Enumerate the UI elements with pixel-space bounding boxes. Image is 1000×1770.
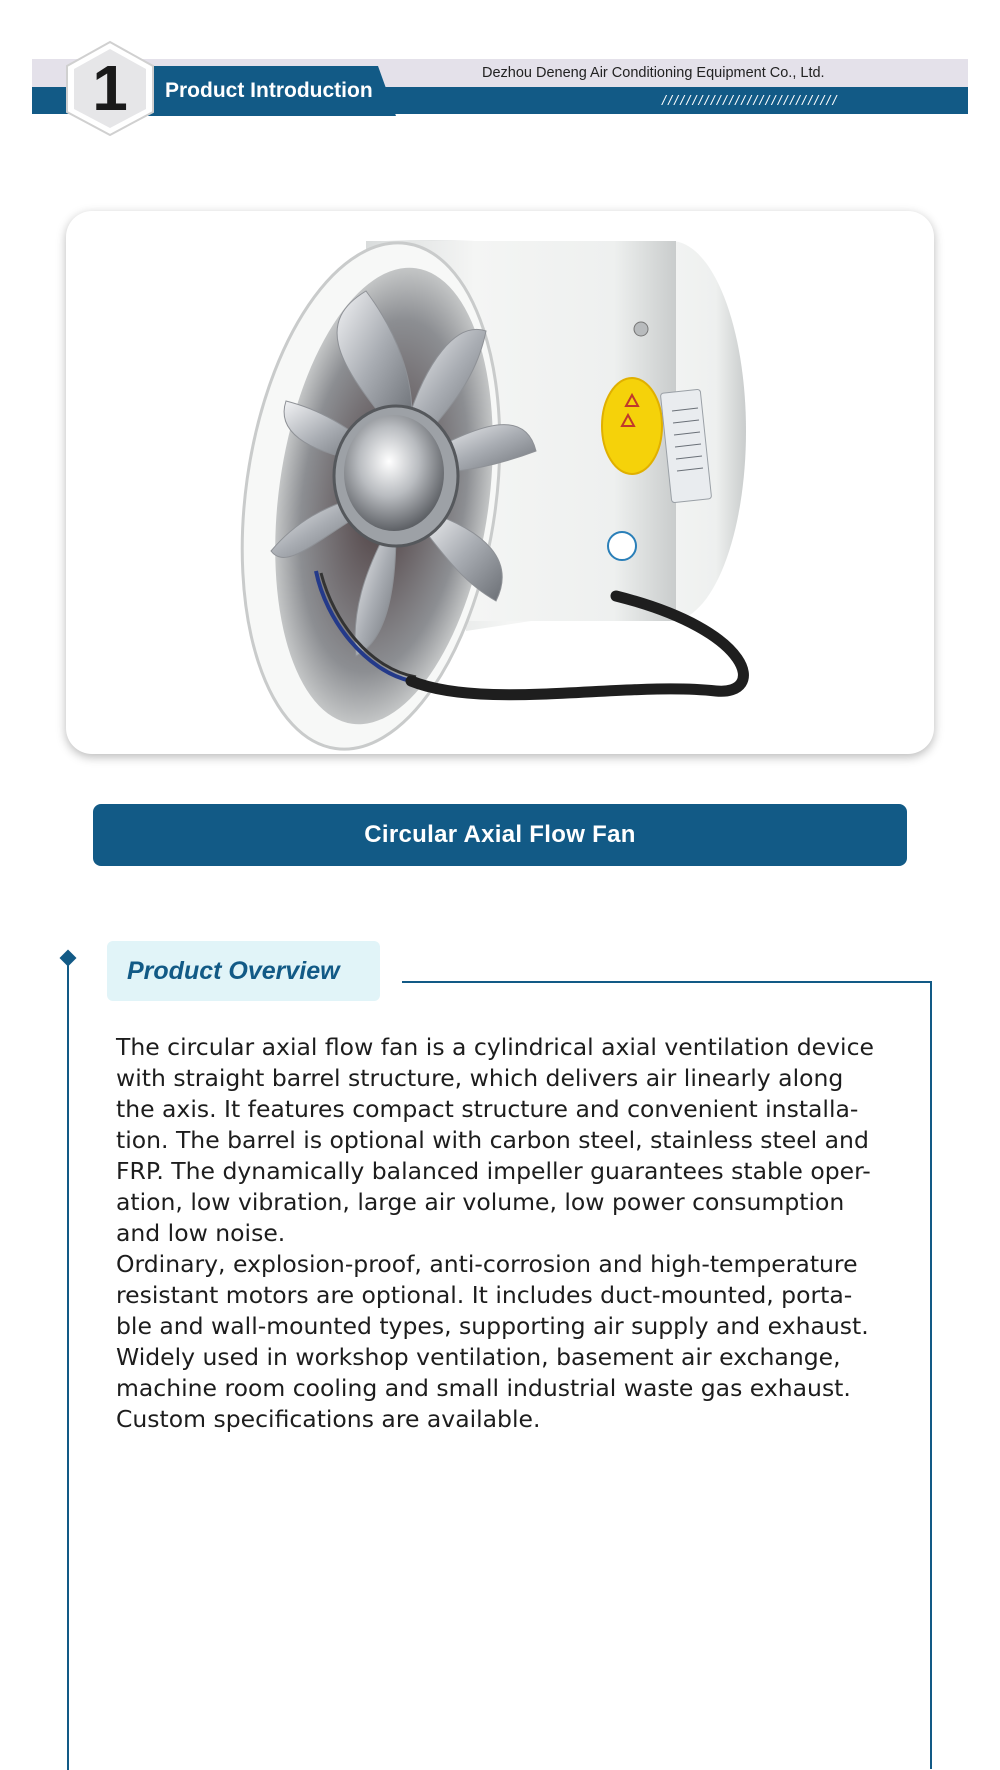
company-name: Dezhou Deneng Air Conditioning Equipment Co., Ltd. xyxy=(482,65,825,81)
section-title: Product Introduction xyxy=(165,79,373,102)
product-image-card xyxy=(66,211,934,754)
overview-body xyxy=(116,1032,906,1435)
overview-frame-top xyxy=(402,981,932,983)
overview-paragraph: The circular axial flow fan is a cylindrical axial ventilation device with straight barrel structure, which delivers air linearly along the axis. It features compact structure and convenient installa- tion. The barrel is optional with carbon steel, stainless steel and FRP. The dynamically balanced impeller guarantees stable oper- ation, low vibration, large air volume, low power consumption and low noise. xyxy=(116,1033,874,1247)
overview-frame-left xyxy=(67,964,69,1770)
header-decoration: ///////////////////////////// xyxy=(662,92,839,108)
overview-paragraph: Ordinary, explosion-proof, anti-corrosion and high-temperature resistant motors are optional. It includes duct-mounted, porta- ble and wall-mounted types, supporting air supply and exhaust. Widely used in workshop ventilation, basement air exchange, machine room cooling and small industrial waste gas exhaust. Custom specifications are available. xyxy=(116,1250,869,1433)
overview-heading: Product Overview xyxy=(127,956,340,985)
overview-frame-right xyxy=(930,981,932,1769)
overview-label-box xyxy=(107,941,380,1001)
product-title-bar xyxy=(93,804,907,866)
product-name: Circular Axial Flow Fan xyxy=(364,821,636,848)
section-number: 1 xyxy=(92,52,128,124)
fan-illustration xyxy=(66,211,934,754)
